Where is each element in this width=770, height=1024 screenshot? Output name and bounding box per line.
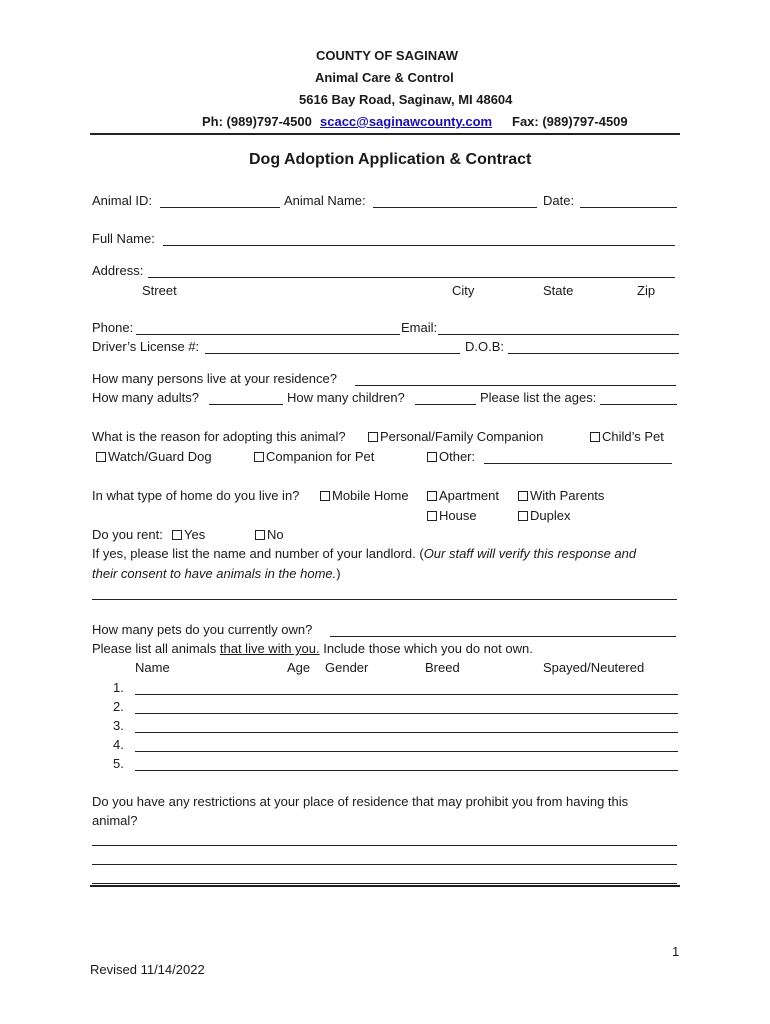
col-name-header: Name bbox=[135, 660, 170, 675]
date-label: Date: bbox=[543, 193, 575, 208]
full-name-field[interactable] bbox=[163, 245, 675, 246]
pet-row-number: 1. bbox=[113, 680, 124, 695]
pet-row-field[interactable] bbox=[135, 732, 678, 733]
license-label: Driver’s License #: bbox=[92, 339, 200, 354]
home-question: In what type of home do you live in? bbox=[92, 488, 300, 503]
restrictions-question: Do you have any restrictions at your place of residence that may prohibit you from having this bbox=[92, 794, 629, 809]
address-field[interactable] bbox=[148, 277, 675, 278]
restrictions-field[interactable] bbox=[92, 864, 677, 865]
rent-no-option[interactable] bbox=[255, 527, 284, 542]
phone-field[interactable] bbox=[136, 334, 400, 335]
option-label: Apartment bbox=[439, 488, 499, 503]
revised-date: Revised 11/14/2022 bbox=[90, 962, 205, 977]
dob-field[interactable] bbox=[508, 353, 679, 354]
persons-label: How many persons live at your residence? bbox=[92, 371, 337, 386]
checkbox-icon[interactable] bbox=[518, 511, 528, 521]
home-duplex-option[interactable] bbox=[518, 508, 570, 523]
reason-child-option[interactable] bbox=[590, 429, 664, 444]
department-name: Animal Care & Control bbox=[315, 70, 454, 85]
animal-id-field[interactable] bbox=[160, 207, 280, 208]
option-label: Other: bbox=[439, 449, 476, 464]
col-age-header: Age bbox=[287, 660, 311, 675]
email-link[interactable]: scacc@saginawcounty.com bbox=[320, 114, 493, 129]
pets-count-field[interactable] bbox=[330, 636, 676, 637]
option-label: Companion for Pet bbox=[266, 449, 375, 464]
checkbox-icon[interactable] bbox=[172, 530, 182, 540]
landlord-note: Our staff will verify this response and bbox=[423, 546, 637, 561]
checkbox-icon[interactable] bbox=[518, 491, 528, 501]
reason-companion-option[interactable] bbox=[254, 449, 374, 464]
persons-field[interactable] bbox=[355, 385, 676, 386]
checkbox-icon[interactable] bbox=[254, 452, 264, 462]
landlord-field[interactable] bbox=[92, 599, 677, 600]
list-suffix: Include those which you do not own. bbox=[319, 641, 533, 656]
option-label: No bbox=[267, 527, 284, 542]
street-caption: Street bbox=[142, 283, 177, 298]
pet-row-number: 3. bbox=[113, 718, 124, 733]
phone-number: Ph: (989)797-4500 bbox=[202, 114, 312, 129]
option-label: With Parents bbox=[530, 488, 605, 503]
home-apartment-option[interactable] bbox=[427, 488, 499, 503]
landlord-close: ) bbox=[336, 566, 341, 581]
checkbox-icon[interactable] bbox=[427, 491, 437, 501]
form-title: Dog Adoption Application & Contract bbox=[249, 151, 532, 168]
landlord-text: If yes, please list the name and number of your landlord. ( bbox=[92, 546, 424, 561]
zip-caption: Zip bbox=[637, 283, 656, 298]
restrictions-field[interactable] bbox=[92, 883, 677, 884]
email-label: Email: bbox=[401, 320, 438, 335]
checkbox-icon[interactable] bbox=[255, 530, 265, 540]
pet-row-number: 5. bbox=[113, 756, 124, 771]
header-divider bbox=[90, 133, 680, 135]
reason-guard-option[interactable] bbox=[96, 449, 212, 464]
pet-row-field[interactable] bbox=[135, 694, 678, 695]
checkbox-icon[interactable] bbox=[590, 432, 600, 442]
pet-row-field[interactable] bbox=[135, 713, 678, 714]
checkbox-icon[interactable] bbox=[427, 452, 437, 462]
list-prefix: Please list all animals bbox=[92, 641, 220, 656]
county-name: COUNTY OF SAGINAW bbox=[316, 48, 459, 63]
checkbox-icon[interactable] bbox=[96, 452, 106, 462]
restrictions-field[interactable] bbox=[92, 845, 677, 846]
ages-label: Please list the ages: bbox=[480, 390, 597, 405]
pets-count-label: How many pets do you currently own? bbox=[92, 622, 313, 637]
page-number: 1 bbox=[672, 944, 680, 959]
option-label: House bbox=[439, 508, 477, 523]
rent-yes-option[interactable] bbox=[172, 527, 205, 542]
fax-number: Fax: (989)797-4509 bbox=[512, 114, 628, 129]
children-label: How many children? bbox=[287, 390, 405, 405]
reason-question: What is the reason for adopting this animal? bbox=[92, 429, 346, 444]
date-field[interactable] bbox=[580, 207, 677, 208]
checkbox-icon[interactable] bbox=[320, 491, 330, 501]
option-label: Duplex bbox=[530, 508, 571, 523]
landlord-instructions bbox=[92, 546, 636, 561]
option-label: Yes bbox=[184, 527, 206, 542]
children-field[interactable] bbox=[415, 404, 476, 405]
col-gender-header: Gender bbox=[325, 660, 369, 675]
dob-label: D.O.B: bbox=[465, 339, 505, 354]
address-label: Address: bbox=[92, 263, 144, 278]
option-label: Watch/Guard Dog bbox=[108, 449, 212, 464]
option-label: Personal/Family Companion bbox=[380, 429, 544, 444]
adults-label: How many adults? bbox=[92, 390, 199, 405]
ages-field[interactable] bbox=[600, 404, 677, 405]
phone-label: Phone: bbox=[92, 320, 134, 335]
pets-list-instructions bbox=[92, 641, 533, 656]
pet-row-number: 4. bbox=[113, 737, 124, 752]
home-parents-option[interactable] bbox=[518, 488, 604, 503]
animal-name-field[interactable] bbox=[373, 207, 537, 208]
home-mobile-option[interactable] bbox=[320, 488, 409, 503]
rent-question: Do you rent: bbox=[92, 527, 163, 542]
home-house-option[interactable] bbox=[427, 508, 477, 523]
animal-name-label: Animal Name: bbox=[284, 193, 366, 208]
option-label: Mobile Home bbox=[332, 488, 409, 503]
full-name-label: Full Name: bbox=[92, 231, 155, 246]
landlord-note-cont: their consent to have animals in the home. bbox=[92, 566, 337, 581]
landlord-instructions-cont bbox=[92, 566, 341, 581]
section-divider bbox=[90, 885, 680, 887]
adults-field[interactable] bbox=[209, 404, 283, 405]
pet-row-number: 2. bbox=[113, 699, 124, 714]
checkbox-icon[interactable] bbox=[427, 511, 437, 521]
reason-other-option[interactable] bbox=[427, 449, 475, 464]
pet-row-field[interactable] bbox=[135, 751, 678, 752]
checkbox-icon[interactable] bbox=[368, 432, 378, 442]
option-label: Child’s Pet bbox=[602, 429, 664, 444]
license-field[interactable] bbox=[205, 353, 460, 354]
city-caption: City bbox=[452, 283, 475, 298]
email-field[interactable] bbox=[438, 334, 679, 335]
restrictions-question-cont: animal? bbox=[92, 813, 138, 828]
state-caption: State bbox=[543, 283, 574, 298]
pet-row-field[interactable] bbox=[135, 770, 678, 771]
animal-id-label: Animal ID: bbox=[92, 193, 152, 208]
office-address: 5616 Bay Road, Saginaw, MI 48604 bbox=[299, 92, 513, 107]
col-spayed-header: Spayed/Neutered bbox=[543, 660, 645, 675]
reason-personal-option[interactable] bbox=[368, 429, 543, 444]
list-underlined: that live with you. bbox=[219, 641, 320, 656]
col-breed-header: Breed bbox=[425, 660, 460, 675]
reason-other-field[interactable] bbox=[484, 463, 672, 464]
